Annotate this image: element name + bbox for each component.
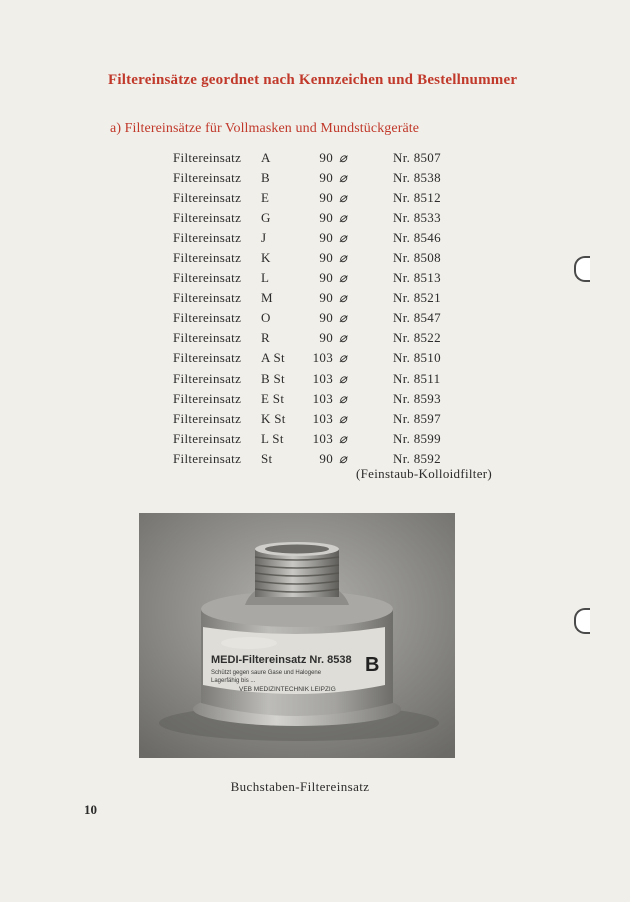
- diameter-icon: ⌀: [339, 190, 348, 206]
- order-number: Nr. 8533: [393, 210, 441, 226]
- filter-code: G: [261, 210, 271, 226]
- table-row: [173, 188, 533, 208]
- diameter-icon: ⌀: [339, 230, 348, 246]
- filter-cartridge-photo: [139, 513, 455, 758]
- filter-size: 103: [312, 370, 333, 386]
- order-number: Nr. 8592: [393, 450, 441, 466]
- table-row: [173, 168, 533, 188]
- order-number: Nr. 8597: [393, 410, 441, 426]
- table-row: [173, 429, 533, 449]
- filter-name: Filtereinsatz: [173, 170, 242, 186]
- filter-code: K St: [261, 410, 286, 426]
- filter-name: Filtereinsatz: [173, 310, 242, 326]
- order-number: Nr. 8513: [393, 270, 441, 286]
- filter-name: Filtereinsatz: [173, 250, 242, 266]
- page-number: 10: [84, 802, 97, 817]
- filter-code: St: [261, 450, 273, 466]
- filter-code: A: [261, 150, 271, 165]
- label-title: MEDI-Filtereinsatz Nr. 8538: [211, 654, 352, 666]
- filter-code: L: [261, 270, 270, 286]
- label-manufacturer: VEB MEDIZINTECHNIK LEIPZIG: [239, 686, 336, 693]
- filter-size: 103: [312, 390, 333, 406]
- filter-code: E: [261, 190, 270, 206]
- punch-hole-bottom: [574, 608, 590, 634]
- photo-caption: Buchstaben-Filtereinsatz: [230, 779, 370, 794]
- filter-name: Filtereinsatz: [173, 230, 242, 246]
- filter-size: 90: [319, 250, 333, 266]
- table-row: [173, 268, 533, 288]
- filter-name: Filtereinsatz: [173, 350, 242, 366]
- order-number: Nr. 8511: [393, 370, 441, 386]
- table-row: [173, 369, 533, 389]
- diameter-icon: ⌀: [339, 410, 348, 426]
- filter-size: 90: [319, 150, 333, 165]
- filter-size: 90: [319, 170, 333, 186]
- label-line-1: Schützt gegen saure Gase und Halogene: [211, 670, 322, 676]
- order-number: Nr. 8538: [393, 170, 441, 186]
- filter-name: Filtereinsatz: [173, 150, 242, 165]
- filter-size: 90: [319, 330, 333, 346]
- table-row: [173, 148, 533, 168]
- section-heading: Filtereinsätze geordnet nach Kennzeichen und Bestellnummer: [108, 72, 518, 88]
- filter-code: J: [261, 230, 267, 246]
- filter-name: Filtereinsatz: [173, 370, 242, 386]
- filter-size: 103: [312, 430, 333, 446]
- filter-name: Filtereinsatz: [173, 290, 242, 306]
- table-row: [173, 409, 533, 429]
- diameter-icon: ⌀: [339, 210, 348, 226]
- filter-cartridge-illustration: [139, 513, 455, 758]
- filter-note: (Feinstaub-Kolloidfilter): [356, 466, 493, 481]
- table-row: [173, 248, 533, 268]
- order-number: Nr. 8522: [393, 330, 441, 346]
- filter-size: 90: [319, 190, 333, 206]
- filter-name: Filtereinsatz: [173, 390, 242, 406]
- diameter-icon: ⌀: [339, 270, 348, 286]
- diameter-icon: ⌀: [339, 450, 348, 466]
- order-number: Nr. 8510: [393, 350, 441, 366]
- filter-size: 90: [319, 270, 333, 286]
- filter-name: Filtereinsatz: [173, 450, 242, 466]
- filter-name: Filtereinsatz: [173, 430, 242, 446]
- filter-code: B St: [261, 370, 285, 386]
- filter-size: 90: [319, 230, 333, 246]
- diameter-icon: ⌀: [339, 250, 348, 266]
- filter-table: [173, 148, 533, 469]
- diameter-icon: ⌀: [339, 330, 348, 346]
- diameter-icon: ⌀: [339, 290, 348, 306]
- filter-code: O: [261, 310, 271, 326]
- diameter-icon: ⌀: [339, 430, 348, 446]
- filter-name: Filtereinsatz: [173, 270, 242, 286]
- order-number: Nr. 8546: [393, 230, 441, 246]
- order-number: Nr. 8507: [393, 150, 441, 165]
- filter-code: B: [261, 170, 270, 186]
- label-letter: B: [365, 654, 380, 676]
- filter-code: A St: [261, 350, 285, 366]
- order-number: Nr. 8508: [393, 250, 441, 266]
- filter-size: 103: [312, 350, 333, 366]
- diameter-icon: ⌀: [339, 370, 348, 386]
- section-subheading: a) Filtereinsätze für Vollmasken und Mundstückgeräte: [110, 121, 420, 136]
- filter-size: 90: [319, 290, 333, 306]
- table-row: [173, 288, 533, 308]
- order-number: Nr. 8599: [393, 430, 441, 446]
- diameter-icon: ⌀: [339, 390, 348, 406]
- table-row: [173, 228, 533, 248]
- filter-code: L St: [261, 430, 284, 446]
- table-row: [173, 308, 533, 328]
- order-number: Nr. 8512: [393, 190, 441, 206]
- table-row: [173, 389, 533, 409]
- diameter-icon: ⌀: [339, 310, 348, 326]
- filter-code: M: [261, 290, 273, 306]
- order-number: Nr. 8521: [393, 290, 441, 306]
- order-number: Nr. 8593: [393, 390, 441, 406]
- filter-size: 103: [312, 410, 333, 426]
- filter-size: 90: [319, 210, 333, 226]
- diameter-icon: ⌀: [339, 150, 348, 165]
- table-row: [173, 348, 533, 368]
- filter-name: Filtereinsatz: [173, 210, 242, 226]
- filter-code: R: [261, 330, 270, 346]
- filter-size: 90: [319, 310, 333, 326]
- diameter-icon: ⌀: [339, 170, 348, 186]
- filter-name: Filtereinsatz: [173, 330, 242, 346]
- label-line-2: Lagerfähig bis ...: [211, 678, 256, 684]
- diameter-icon: ⌀: [339, 350, 348, 366]
- punch-hole-top: [574, 256, 590, 282]
- filter-code: E St: [261, 390, 285, 406]
- filter-name: Filtereinsatz: [173, 410, 242, 426]
- filter-code: K: [261, 250, 271, 266]
- table-row: [173, 328, 533, 348]
- table-row: [173, 208, 533, 228]
- order-number: Nr. 8547: [393, 310, 441, 326]
- filter-size: 90: [319, 450, 333, 466]
- filter-name: Filtereinsatz: [173, 190, 242, 206]
